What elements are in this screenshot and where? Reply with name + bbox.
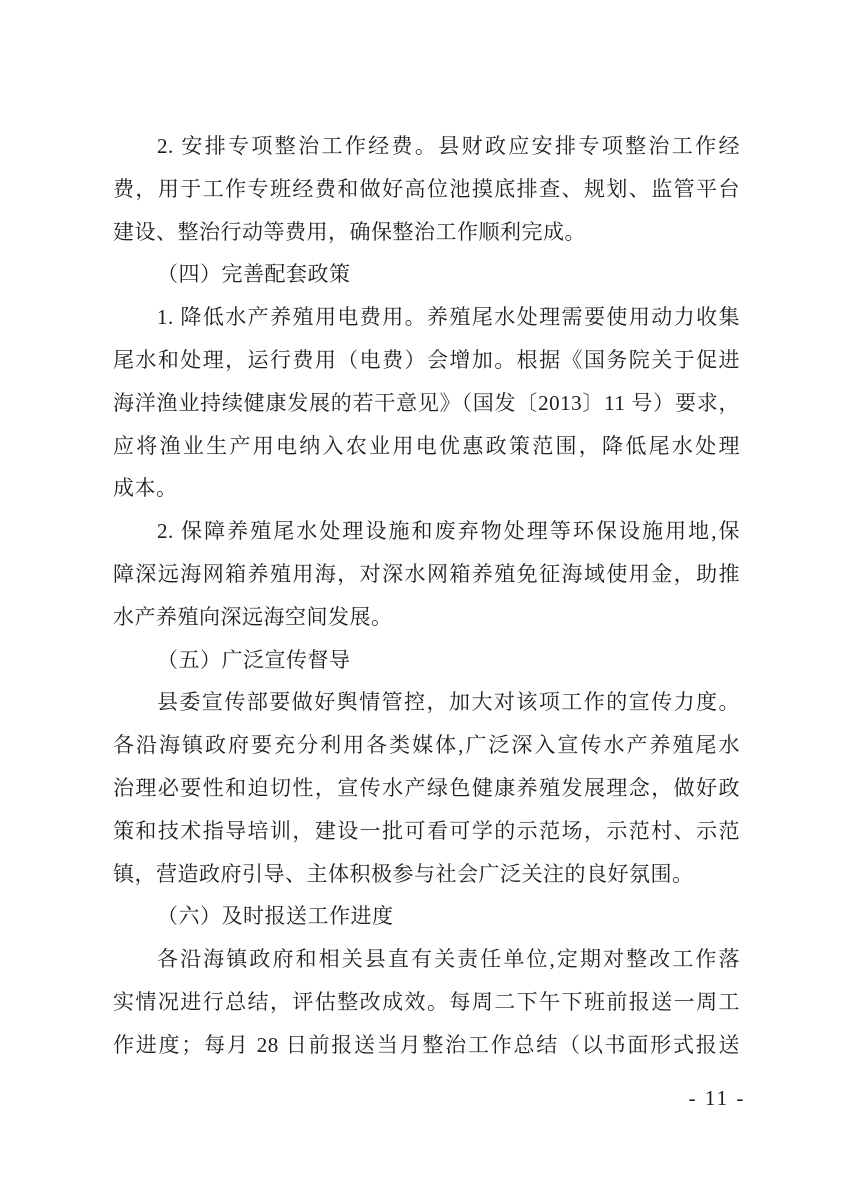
page-number: - 11 - [688,1086,746,1110]
text-line: 2. 保障养殖尾水处理设施和废弃物处理等环保设施用地,保 [157,519,740,544]
section-heading-4: （四）完善配套政策 [157,262,351,287]
text-line: 各沿海镇政府要充分利用各类媒体,广泛深入宣传水产养殖尾水 [113,733,740,758]
text-line: 镇，营造政府引导、主体积极参与社会广泛关注的良好氛围。 [113,861,694,886]
text-line: 尾水和处理，运行费用（电费）会增加。根据《国务院关于促进 [113,347,740,372]
text-line: 各沿海镇政府和相关县直有关责任单位,定期对整改工作落 [157,947,740,972]
text-line: 成本。 [113,476,178,501]
text-line: 费，用于工作专班经费和做好高位池摸底排查、规划、监管平台 [113,176,740,201]
text-line: 水产养殖向深远海空间发展。 [113,604,393,629]
text-line: 障深远海网箱养殖用海，对深水网箱养殖免征海域使用金，助推 [113,561,740,586]
text-line: 策和技术指导培训，建设一批可看可学的示范场，示范村、示范 [113,818,740,843]
page-body-text [113,125,740,1067]
text-line: 作进度；每月 28 日前报送当月整治工作总结（以书面形式报送 [113,1032,740,1057]
text-line: 海洋渔业持续健康发展的若干意见》（国发〔2013〕11 号）要求， [113,390,740,415]
text-line: 实情况进行总结，评估整改成效。每周二下午下班前报送一周工 [113,989,740,1014]
section-heading-6: （六）及时报送工作进度 [157,904,394,929]
text-line: 县委宣传部要做好舆情管控，加大对该项工作的宣传力度。 [157,690,740,715]
text-line: 1. 降低水产养殖用电费用。养殖尾水处理需要使用动力收集 [157,305,740,330]
section-heading-5: （五）广泛宣传督导 [157,647,351,672]
text-line: 建设、整治行动等费用，确保整治工作顺利完成。 [113,219,586,244]
text-line: 应将渔业生产用电纳入农业用电优惠政策范围，降低尾水处理 [113,433,740,458]
text-line: 2. 安排专项整治工作经费。县财政应安排专项整治工作经 [157,134,740,158]
text-line: 治理必要性和迫切性，宣传水产绿色健康养殖发展理念，做好政 [113,775,740,800]
